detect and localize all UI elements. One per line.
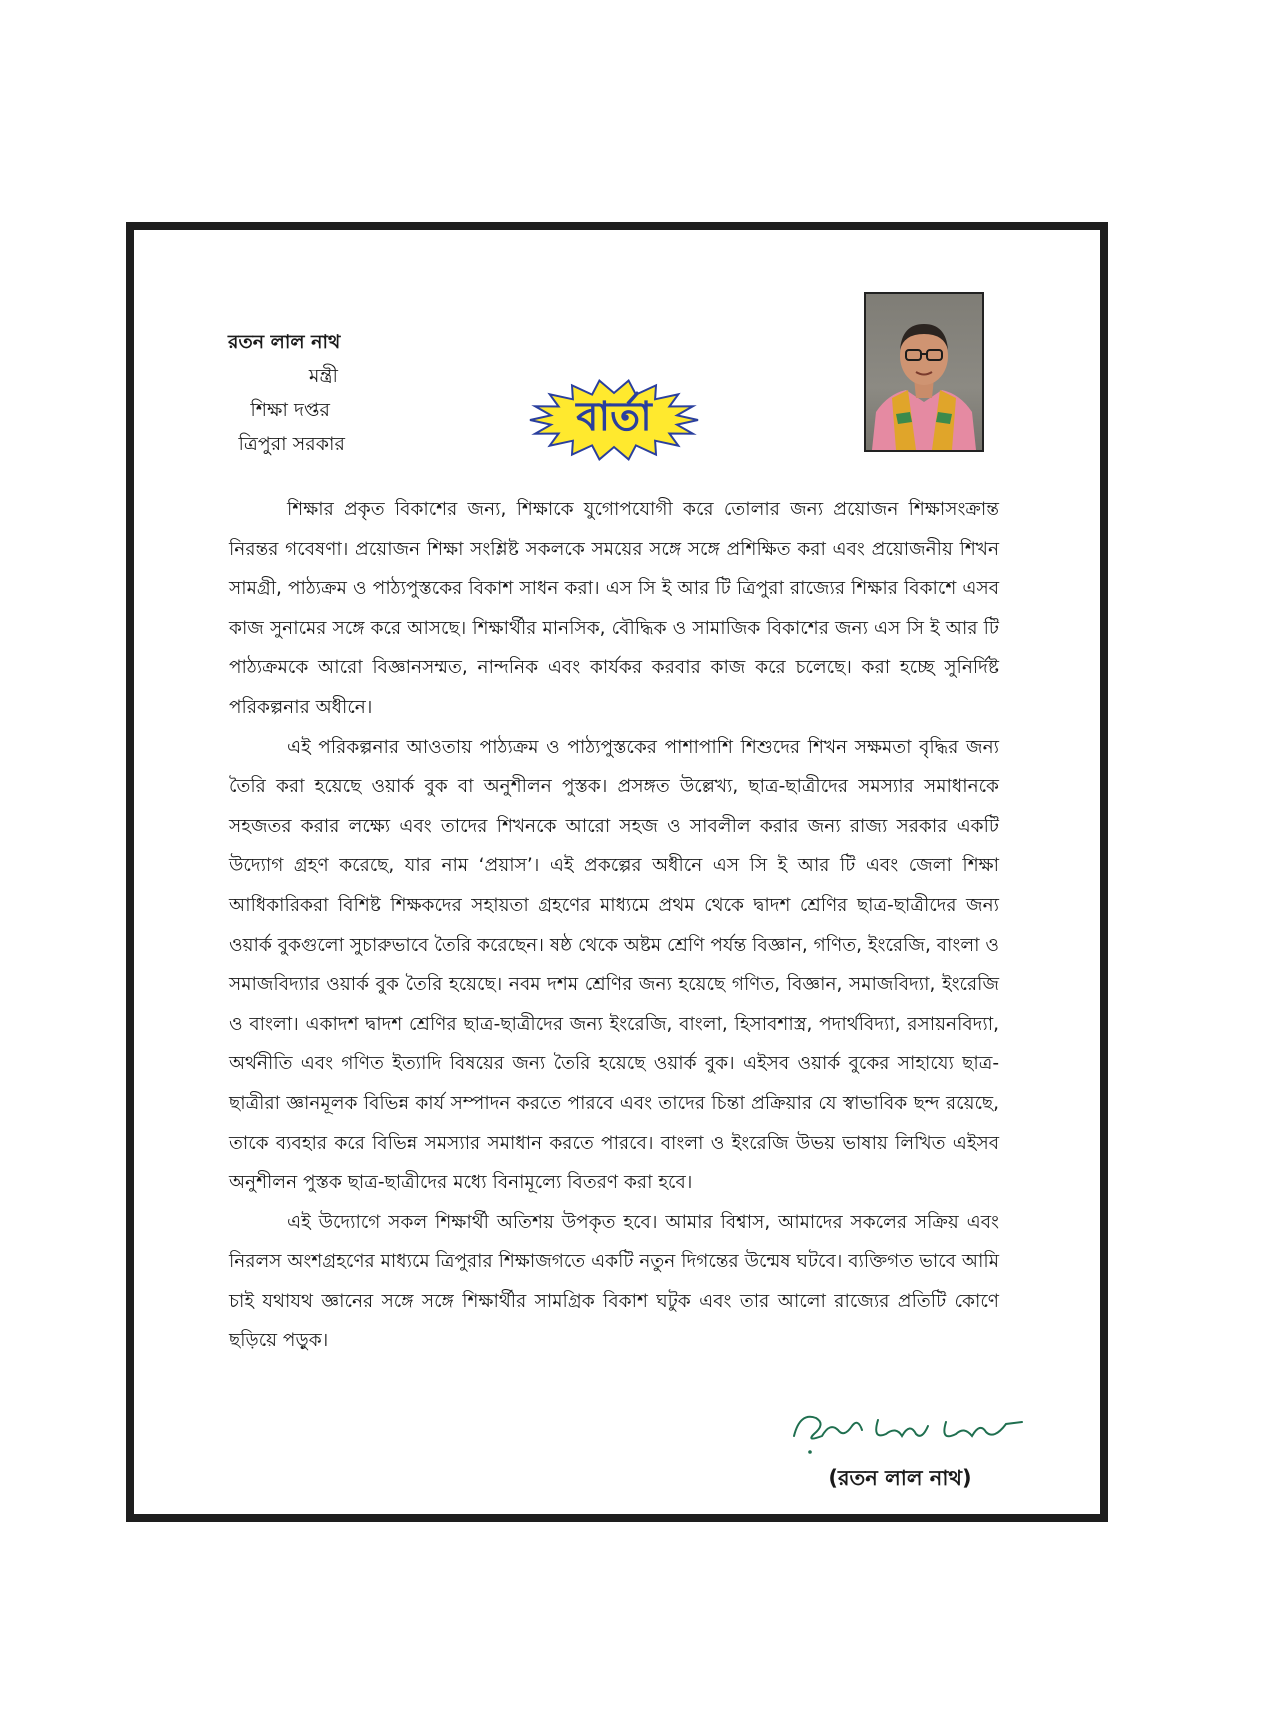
message-paragraph-3: এই উদ্যোগে সকল শিক্ষার্থী অতিশয় উপকৃত হবে। আমার বিশ্বাস, আমাদের সকলের সক্রিয় এবং নিরলস অংশগ্রহণের মাধ্যমে ত্রিপুরার শিক্ষাজগতে একটি নতুন দিগন্তের উন্মেষ ঘটবে। ব্যক্তিগত ভাবে আমি চাই যথাযথ জ্ঞানের সঙ্গে সঙ্গে শিক্ষার্থীর সামগ্রিক বিকাশ ঘটুক এবং তার আলো রাজ্যের প্রতিটি কোণে ছড়িয়ে পড়ুক।: [229, 1211, 999, 1352]
message-paragraph-1: শিক্ষার প্রকৃত বিকাশের জন্য, শিক্ষাকে যুগোপযোগী করে তোলার জন্য প্রয়োজন শিক্ষাসংক্রান্ত নিরন্তর গবেষণা। প্রয়োজন শিক্ষা সংশ্লিষ্ট সকলকে সময়ের সঙ্গে সঙ্গে প্রশিক্ষিত করা এবং প্রয়োজনীয় শিখন সামগ্রী, পাঠ্যক্রম ও পাঠ্যপুস্তকের বিকাশ সাধন করা। এস সি ই আর টি ত্রিপুরা রাজ্যের শিক্ষার বিকাশে এসব কাজ সুনামের সঙ্গে করে আসছে। শিক্ষার্থীর মানসিক, বৌদ্ধিক ও সামাজিক বিকাশের জন্য এস সি ই আর টি পাঠ্যক্রমকে আরো বিজ্ঞানসম্মত, নান্দনিক এবং কার্যকর করবার কাজ করে চলেছে। করা হচ্ছে সুনির্দিষ্ট পরিকল্পনার অধীনে।: [229, 499, 999, 718]
portrait-photo: [864, 292, 984, 452]
sender-department: শিক্ষা দপ্তর: [250, 399, 330, 421]
sender-designation: মন্ত্রী: [308, 365, 338, 387]
message-paragraph-2: এই পরিকল্পনার আওতায় পাঠ্যক্রম ও পাঠ্যপুস্তকের পাশাপাশি শিশুদের শিখন সক্ষমতা বৃদ্ধির জন্য তৈরি করা হয়েছে ওয়ার্ক বুক বা অনুশীলন পুস্তক। প্রসঙ্গত উল্লেখ্য, ছাত্র-ছাত্রীদের সমস্যার সমাধানকে সহজতর করার লক্ষ্যে এবং তাদের শিখনকে আরো সহজ ও সাবলীল করার জন্য রাজ্য সরকার একটি উদ্যোগ গ্রহণ করেছে, যার নাম ‘প্রয়াস’। এই প্রকল্পের অধীনে এস সি ই আর টি এবং জেলা শিক্ষা আধিকারিকরা বিশিষ্ট শিক্ষকদের সহায়তা গ্রহণের মাধ্যমে প্রথম থেকে দ্বাদশ শ্রেণির ছাত্র-ছাত্রীদের জন্য ওয়ার্ক বুকগুলো সুচারুভাবে তৈরি করেছেন। ষষ্ঠ থেকে অষ্টম শ্রেণি পর্যন্ত বিজ্ঞান, গণিত, ইংরেজি, বাংলা ও সমাজবিদ্যার ওয়ার্ক বুক তৈরি হয়েছে। নবম দশম শ্রেণির জন্য হয়েছে গণিত, বিজ্ঞান, সমাজবিদ্যা, ইংরেজি ও বাংলা। একাদশ দ্বাদশ শ্রেণির ছাত্র-ছাত্রীদের জন্য ইংরেজি, বাংলা, হিসাবশাস্ত্র, পদার্থবিদ্যা, রসায়নবিদ্যা, অর্থনীতি এবং গণিত ইত্যাদি বিষয়ের জন্য তৈরি হয়েছে ওয়ার্ক বুক। এইসব ওয়ার্ক বুকের সাহায্যে ছাত্র-ছাত্রীরা জ্ঞানমূলক বিভিন্ন কার্য সম্পাদন করতে পারবে এবং তাদের চিন্তা প্রক্রিয়ার যে স্বাভাবিক ছন্দ রয়েছে, তাকে ব্যবহার করে বিভিন্ন সমস্যার সমাধান করতে পারবে। বাংলা ও ইংরেজি উভয় ভাষায় লিখিত এইসব অনুশীলন পুস্তক ছাত্র-ছাত্রীদের মধ্যে বিনামূল্যে বিতরণ করা হবে।: [229, 736, 999, 1194]
signatory-name: (রতন লাল নাথ): [828, 1466, 972, 1490]
handwritten-signature: [786, 1400, 1026, 1470]
message-body: [229, 490, 999, 1361]
page-title: বার্তা: [576, 393, 652, 440]
sender-government: ত্রিপুরা সরকার: [238, 433, 345, 455]
portrait-figure-icon: [866, 294, 982, 450]
sender-name: রতন লাল নাথ: [228, 331, 341, 353]
